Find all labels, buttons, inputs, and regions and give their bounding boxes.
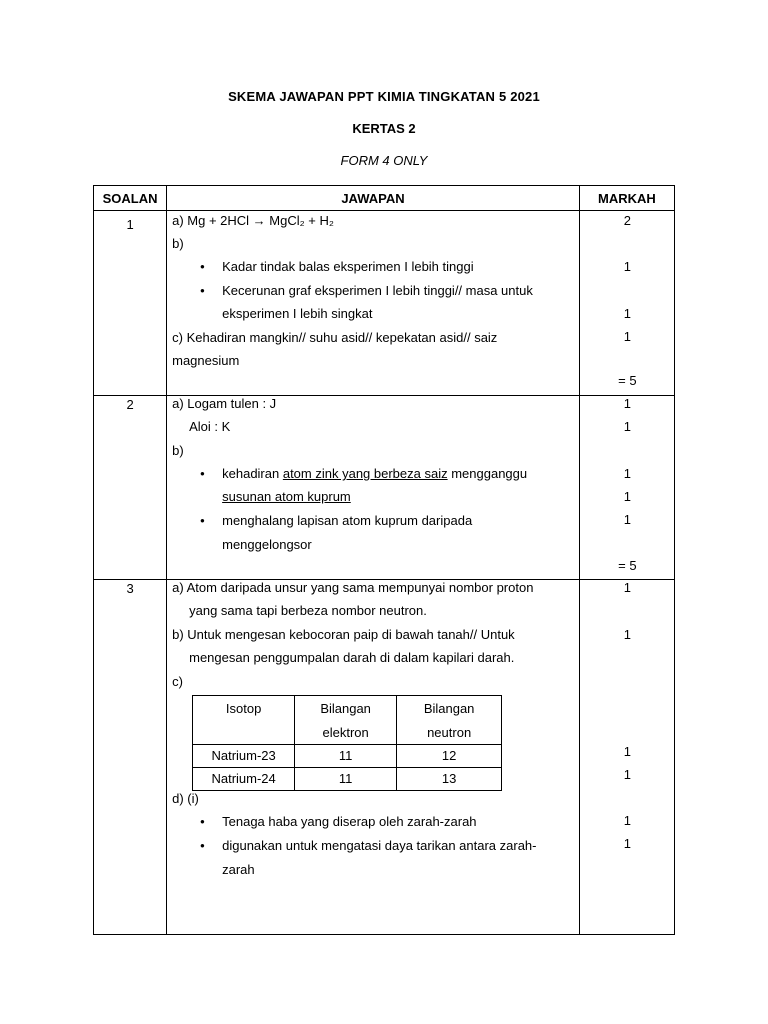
- bullet-icon: •: [200, 814, 205, 829]
- bullet-icon: •: [200, 838, 205, 853]
- mark-value: 1: [623, 329, 631, 344]
- answer-line: b): [172, 443, 184, 458]
- table-row-q1: [94, 211, 675, 396]
- electron-header: [295, 696, 397, 745]
- header-text: Bilangan: [423, 701, 475, 716]
- neutron-count: 13: [397, 768, 502, 791]
- answer-cell-q3: [167, 580, 580, 935]
- answer-cell-q1: [167, 211, 580, 396]
- isotope-header: [193, 696, 295, 745]
- answer-line: digunakan untuk mengatasi daya tarikan antara zarah-: [222, 838, 537, 853]
- paper-title: KERTAS 2: [352, 121, 416, 136]
- mark-value: 1: [623, 396, 631, 411]
- mark-value: 1: [623, 259, 631, 274]
- answer-text: kehadiran: [222, 466, 283, 481]
- bullet-icon: •: [200, 466, 205, 481]
- isotope-table-header: [193, 696, 502, 745]
- bullet-icon: •: [200, 513, 205, 528]
- column-header-markah: MARKAH: [579, 186, 674, 211]
- electron-count: 11: [295, 745, 397, 768]
- answer-cell-q2: [167, 396, 580, 580]
- mark-value: 1: [623, 836, 631, 851]
- answer-line: yang sama tapi berbeza nombor neutron.: [189, 603, 427, 618]
- table-row: [193, 745, 502, 768]
- mark-value: 1: [623, 744, 631, 759]
- underlined-text: susunan atom kuprum: [222, 489, 351, 504]
- answer-scheme-table: [93, 185, 675, 935]
- marks-cell-q2: [579, 396, 674, 580]
- electron-count: 11: [295, 768, 397, 791]
- question-number: 3: [94, 580, 167, 935]
- mark-value: 1: [623, 627, 631, 642]
- bullet-icon: •: [200, 259, 205, 274]
- answer-line: zarah: [222, 862, 255, 877]
- mark-total: = 5: [618, 558, 637, 573]
- mark-value: 1: [623, 580, 631, 595]
- answer-line: d) (i): [172, 791, 199, 806]
- question-number: 1: [94, 211, 167, 396]
- answer-line: a) Atom daripada unsur yang sama mempunyai nombor proton: [172, 580, 534, 595]
- answer-line: b) Untuk mengesan kebocoran paip di bawah tanah// Untuk: [172, 627, 515, 642]
- document-title: SKEMA JAWAPAN PPT KIMIA TINGKATAN 5 2021: [228, 89, 540, 104]
- answer-line: menghalang lapisan atom kuprum daripada: [222, 513, 473, 528]
- question-number: 2: [94, 396, 167, 580]
- answer-line: [222, 466, 527, 482]
- mark-value: 1: [623, 767, 631, 782]
- answer-line: a) Logam tulen : J: [172, 396, 277, 411]
- answer-line: mengesan penggumpalan darah di dalam kapilari darah.: [189, 650, 515, 665]
- mark-value: 1: [623, 512, 631, 527]
- bullet-icon: •: [200, 283, 205, 298]
- isotope-name: Natrium-23: [193, 745, 295, 768]
- header-text: neutron: [427, 725, 472, 740]
- answer-line: menggelongsor: [222, 537, 312, 552]
- underlined-text: atom zink yang berbeza saiz: [282, 466, 448, 481]
- answer-line: Aloi : K: [189, 419, 231, 434]
- answer-line: eksperimen I lebih singkat: [222, 306, 373, 321]
- answer-line: b): [172, 236, 184, 251]
- table-row: [193, 768, 502, 791]
- answer-text: mengganggu: [447, 466, 528, 481]
- column-header-soalan: SOALAN: [94, 186, 167, 211]
- answer-line: c): [172, 674, 183, 689]
- answer-line: a) Mg + 2HCl → MgCl₂ + H₂: [172, 213, 334, 228]
- mark-value: 2: [623, 213, 631, 228]
- document-subtitle: FORM 4 ONLY: [340, 153, 428, 168]
- table-row-q2: [94, 396, 675, 580]
- header-text: Bilangan: [320, 701, 371, 716]
- mark-value: 1: [623, 419, 631, 434]
- neutron-header: [397, 696, 502, 745]
- answer-line: Kadar tindak balas eksperimen I lebih tinggi: [222, 259, 474, 274]
- neutron-count: 12: [397, 745, 502, 768]
- mark-value: 1: [623, 489, 631, 504]
- table-row-q3: [94, 580, 675, 935]
- marks-cell-q3: [579, 580, 674, 935]
- answer-line: Kecerunan graf eksperimen I lebih tinggi// masa untuk: [222, 283, 533, 298]
- table-header-row: [94, 186, 675, 211]
- marks-cell-q1: [579, 211, 674, 396]
- answer-line: magnesium: [172, 353, 240, 368]
- header-text: elektron: [322, 725, 369, 740]
- answer-line: c) Kehadiran mangkin// suhu asid// kepekatan asid// saiz: [172, 330, 498, 345]
- mark-value: 1: [623, 466, 631, 481]
- column-header-jawapan: JAWAPAN: [167, 186, 580, 211]
- mark-value: 1: [623, 813, 631, 828]
- isotope-table: [192, 695, 502, 791]
- header-text: Isotop: [225, 701, 262, 716]
- isotope-name: Natrium-24: [193, 768, 295, 791]
- answer-line: Tenaga haba yang diserap oleh zarah-zarah: [222, 814, 477, 829]
- mark-total: = 5: [618, 373, 637, 388]
- mark-value: 1: [623, 306, 631, 321]
